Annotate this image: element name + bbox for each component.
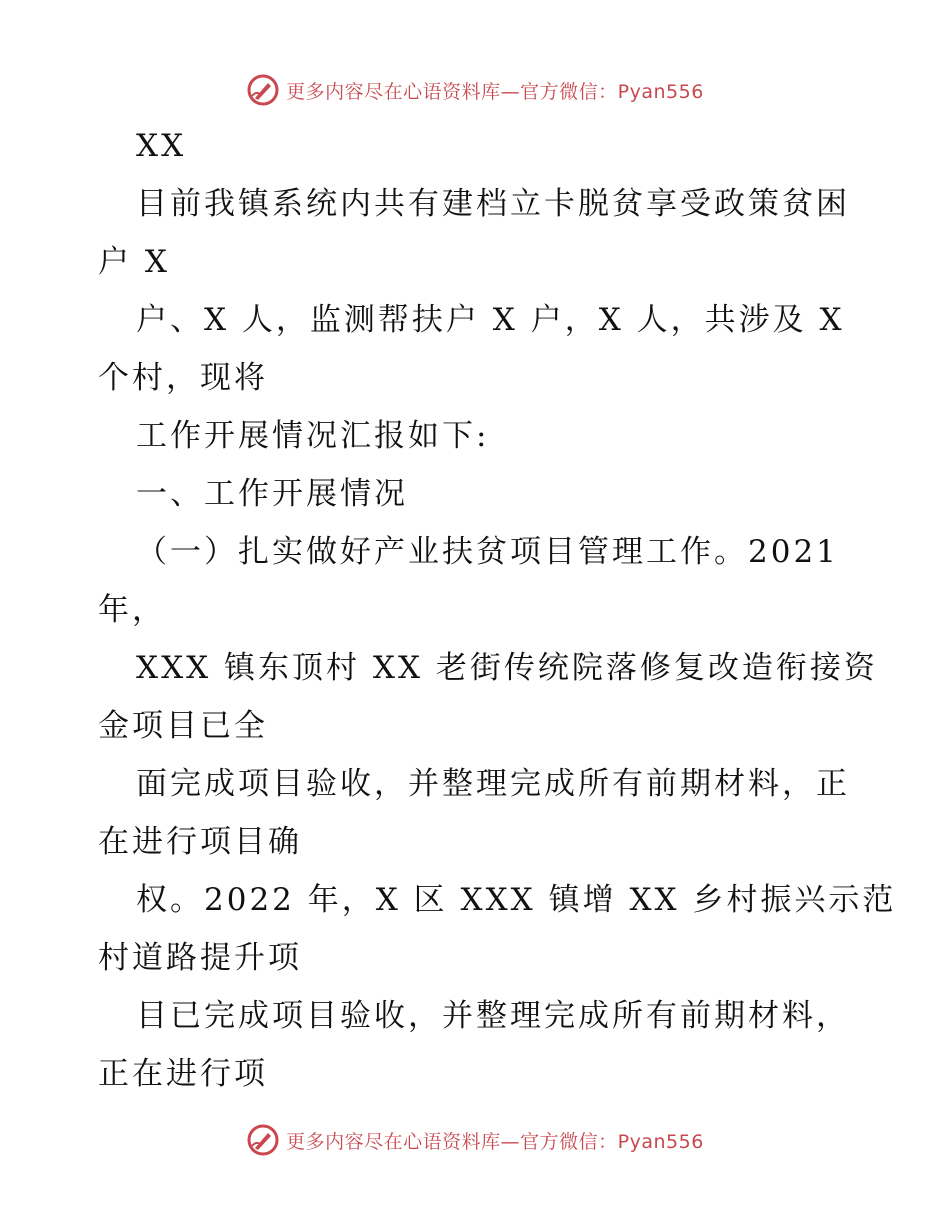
doc-line-10: XXX 镇东顶村 XX 老街传统院落修复改造衔接资 (136, 650, 878, 686)
watermark-banner-top (0, 70, 950, 110)
doc-line-11: 金项目已全 (98, 708, 268, 744)
watermark-text: 更多内容尽在心语资料库—官方微信：Pyan556 (286, 80, 704, 103)
doc-line-8: （一）扎实做好产业扶贫项目管理工作。2021 (136, 534, 839, 570)
doc-line-4: 户、X 人，监测帮扶户 X 户，X 人，共涉及 X (136, 302, 845, 338)
doc-line-5: 个村，现将 (98, 360, 268, 396)
doc-line-3: 户 X (98, 244, 170, 280)
doc-line-16: 目已完成项目验收，并整理完成所有前期材料， (136, 998, 850, 1034)
pen-circle-logo-icon (246, 1123, 280, 1157)
doc-line-14: 权。2022 年，X 区 XXX 镇增 XX 乡村振兴示范 (136, 882, 897, 918)
doc-line-6: 工作开展情况汇报如下: (136, 418, 490, 454)
watermark-banner-bottom (0, 1120, 950, 1160)
document-body (98, 117, 897, 1103)
doc-line-12: 面完成项目验收，并整理完成所有前期材料，正 (136, 766, 850, 802)
watermark-banner-inner (246, 73, 704, 107)
doc-line-17: 正在进行项 (98, 1056, 268, 1092)
doc-line-1: XX (136, 128, 187, 164)
watermark-text: 更多内容尽在心语资料库—官方微信：Pyan556 (286, 1130, 704, 1153)
doc-line-7: 一、工作开展情况 (136, 476, 408, 512)
doc-line-2: 目前我镇系统内共有建档立卡脱贫享受政策贫困 (136, 186, 850, 222)
doc-line-13: 在进行项目确 (98, 824, 302, 860)
doc-line-9: 年， (98, 592, 166, 628)
doc-line-15: 村道路提升项 (98, 940, 302, 976)
pen-circle-logo-icon (246, 73, 280, 107)
watermark-banner-inner (246, 1123, 704, 1157)
